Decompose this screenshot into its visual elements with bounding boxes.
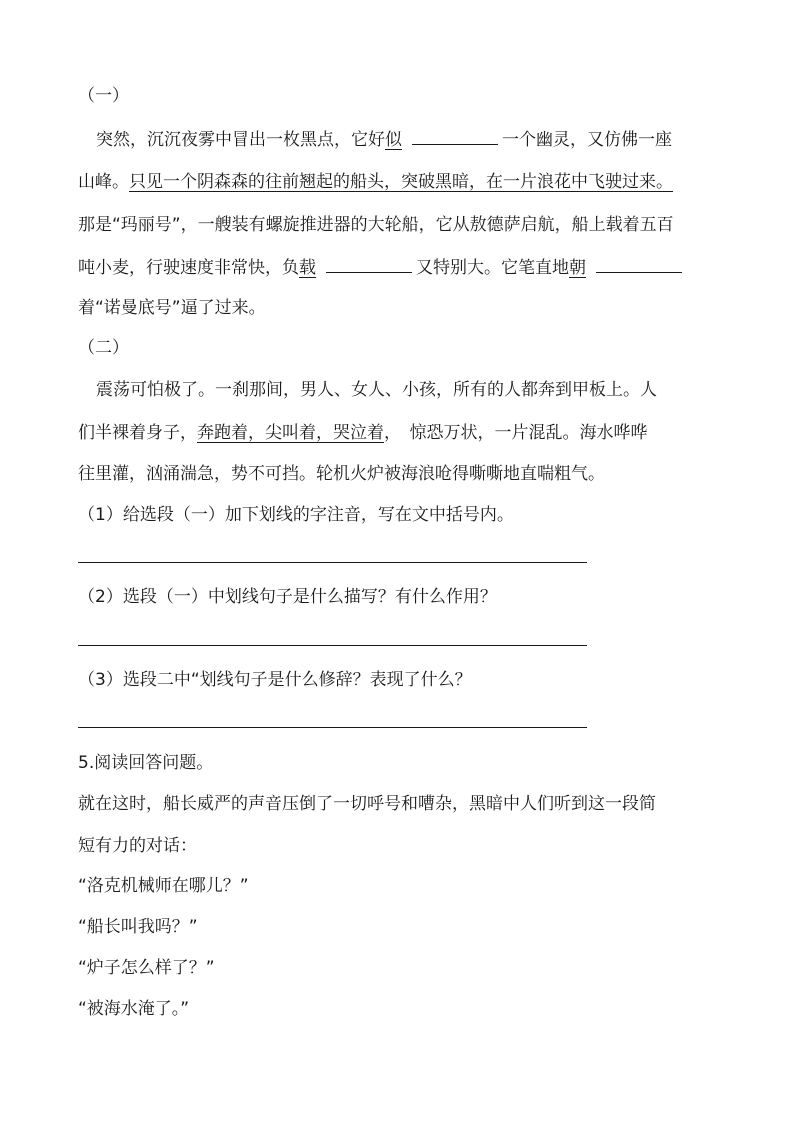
pinyin-blank-3[interactable]	[596, 256, 682, 273]
part-five-paragraph-2: 短有力的对话：	[78, 836, 197, 856]
part-five-paragraph-1: 就在这时，船长威严的声音压倒了一切呼号和嘈杂，黑暗中人们听到这一段简	[78, 794, 656, 814]
dialogue-line-2: “船长叫我吗？”	[78, 917, 198, 937]
section-one-line-4: 吨小麦，行驶速度非常快，负载 又特别大。它笔直地朝	[78, 256, 686, 280]
underlined-char-si: 似	[385, 130, 402, 150]
answer-line-2[interactable]	[78, 645, 587, 646]
pinyin-blank-2[interactable]	[326, 256, 412, 273]
section-two-line-3: 往里灌，汹涌湍急，势不可挡。轮机火炉被海浪呛得嘶嘶地直喘粗气。	[78, 464, 605, 484]
question-3: （3）选段二中“划线句子是什么修辞？表现了什么？	[78, 670, 472, 690]
underlined-sentence: 只见一个阴森森的往前翘起的船头，突破黑暗，在一片浪花中飞驶过来。	[129, 172, 673, 192]
underlined-char-zai: 载	[299, 258, 316, 278]
answer-line-3[interactable]	[78, 727, 587, 728]
dialogue-line-1: “洛克机械师在哪儿？”	[78, 876, 249, 896]
section-one-line-2: 山峰。只见一个阴森森的往前翘起的船头，突破黑暗，在一片浪花中飞驶过来。	[78, 172, 673, 192]
section-one-label: （一）	[78, 86, 129, 106]
section-two-line-2: 们半裸着身子，奔跑着，尖叫着，哭泣着， 惊恐万状，一片混乱。海水哗哗	[78, 423, 648, 443]
question-2: （2）选段（一）中划线句子是什么描写？有什么作用？	[78, 587, 497, 607]
pinyin-blank-1[interactable]	[412, 128, 498, 145]
section-one-line-5: 着“诺曼底号”逼了过来。	[78, 298, 266, 318]
dialogue-line-3: “炉子怎么样了？”	[78, 958, 215, 978]
section-one-line-1: 突然，沉沉夜雾中冒出一枚黑点，它好似 一个幽灵，又仿佛一座	[96, 130, 672, 150]
answer-line-1[interactable]	[78, 562, 587, 563]
underlined-phrase: 奔跑着，尖叫着，哭泣着	[197, 423, 384, 443]
underlined-char-chao: 朝	[569, 258, 586, 278]
dialogue-line-4: “被海水淹了。”	[78, 999, 190, 1019]
section-one-line-3: 那是“玛丽号”，一艘装有螺旋推进器的大轮船，它从敖德萨启航，船上载着五百	[78, 215, 674, 235]
part-five-heading: 5.阅读回答问题。	[78, 753, 214, 773]
question-1: （1）给选段（一）加下划线的字注音，写在文中括号内。	[78, 505, 514, 525]
section-two-label: （二）	[78, 338, 129, 358]
section-two-line-1: 震荡可怕极了。一刹那间，男人、女人、小孩，所有的人都奔到甲板上。人	[96, 380, 657, 400]
